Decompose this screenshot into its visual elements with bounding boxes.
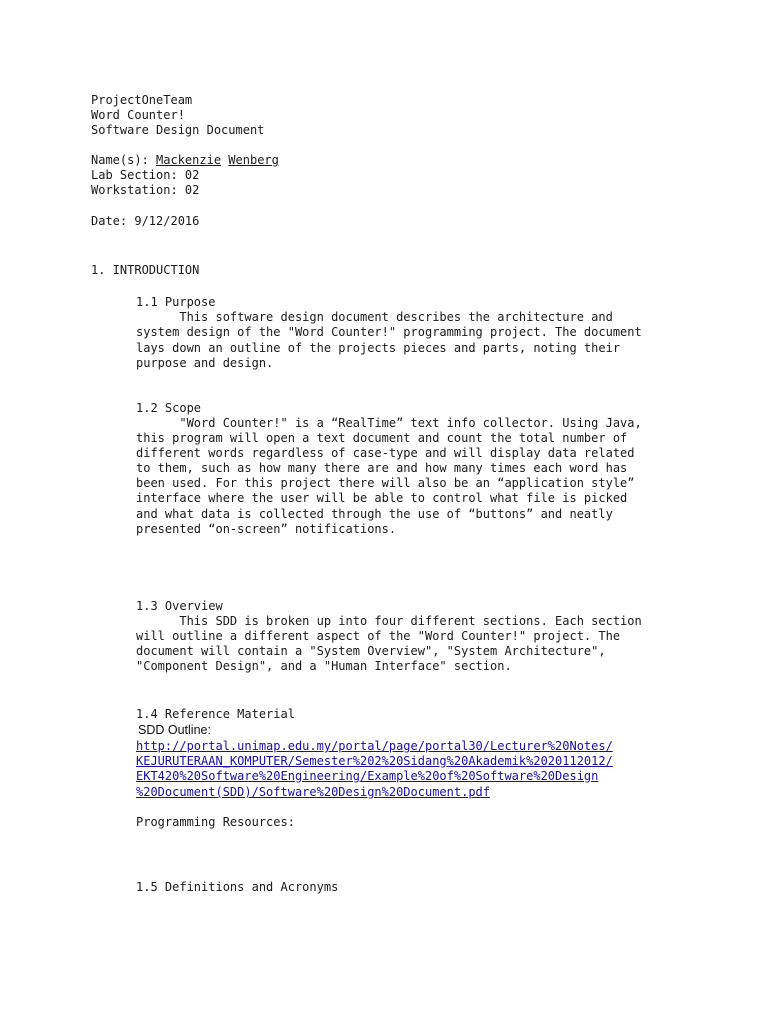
- names-line: [91, 153, 279, 168]
- reference-heading: 1.4 Reference Material: [136, 707, 295, 721]
- scope-line: presented “on-screen” notifications.: [136, 522, 397, 536]
- author-last-name: Wenberg: [228, 153, 279, 167]
- author-first-name: Mackenzie: [156, 153, 222, 167]
- purpose-line: lays down an outline of the projects pieces and parts, noting their: [136, 341, 621, 355]
- overview-line: "Component Design", and a "Human Interface" section.: [136, 659, 512, 673]
- section-introduction-heading: 1. INTRODUCTION: [91, 263, 200, 277]
- document-type: Software Design Document: [91, 123, 265, 137]
- purpose-line: purpose and design.: [136, 356, 274, 370]
- reference-link[interactable]: http://portal.unimap.edu.my/portal/page/portal30/Lecturer%20Notes/: [136, 739, 613, 753]
- scope-line: been used. For this project there will also be an “application style”: [136, 476, 635, 490]
- programming-resources-label: Programming Resources:: [136, 815, 295, 829]
- overview-heading: 1.3 Overview: [136, 599, 223, 613]
- reference-link[interactable]: KEJURUTERAAN_KOMPUTER/Semester%202%20Sidang%20Akademik%2020112012/: [136, 754, 613, 768]
- lab-section: Lab Section: 02: [91, 168, 200, 182]
- scope-line: and what data is collected through the use of “buttons” and neatly: [136, 507, 613, 521]
- names-label: Name(s):: [91, 153, 157, 167]
- workstation: Workstation: 02: [91, 183, 200, 197]
- purpose-line: This software design document describes the architecture and: [136, 310, 613, 324]
- purpose-heading: 1.1 Purpose: [136, 295, 216, 309]
- reference-link[interactable]: EKT420%20Software%20Engineering/Example%20of%20Software%20Design: [136, 769, 599, 783]
- overview-line: document will contain a "System Overview", "System Architecture",: [136, 644, 606, 658]
- scope-line: to them, such as how many there are and how many times each word has: [136, 461, 628, 475]
- scope-line: this program will open a text document and count the total number of: [136, 431, 628, 445]
- sdd-outline-label: SDD Outline:: [138, 723, 211, 737]
- scope-line: different words regardless of case-type and will display data related: [136, 446, 635, 460]
- scope-heading: 1.2 Scope: [136, 401, 202, 415]
- purpose-line: system design of the "Word Counter!" programming project. The document: [136, 325, 642, 339]
- definitions-heading: 1.5 Definitions and Acronyms: [136, 880, 339, 894]
- team-name: ProjectOneTeam: [91, 93, 193, 107]
- scope-line: "Word Counter!" is a “RealTime” text info collector. Using Java,: [136, 416, 642, 430]
- scope-line: interface where the user will be able to control what file is picked: [136, 491, 628, 505]
- document-date: Date: 9/12/2016: [91, 214, 200, 228]
- reference-link[interactable]: %20Document(SDD)/Software%20Design%20Document.pdf: [136, 785, 491, 799]
- overview-line: This SDD is broken up into four different sections. Each section: [136, 614, 642, 628]
- overview-line: will outline a different aspect of the "Word Counter!" project. The: [136, 629, 621, 643]
- project-title: Word Counter!: [91, 108, 185, 122]
